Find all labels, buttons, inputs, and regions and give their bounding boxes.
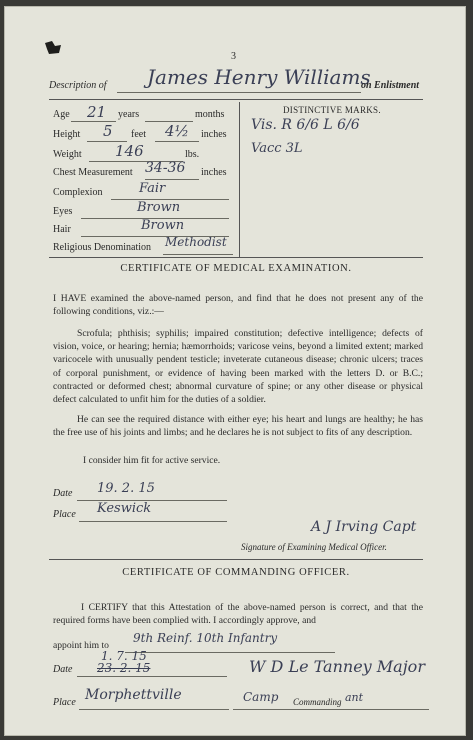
page-number: 3 (231, 51, 236, 62)
complexion-value: Fair (139, 181, 166, 196)
commanding-date-value: 1. 7. 15 (101, 649, 147, 663)
height-feet-value: 5 (103, 122, 113, 140)
commanding-place-value: Morphettville (85, 687, 182, 703)
hair-value: Brown (141, 218, 185, 233)
commanding-label: Commanding (293, 697, 342, 707)
medical-conditions: Scrofula; phthisis; syphilis; impaired constitution; defective intelligence; defects of vision, voice, or hearing; hernia; hæmorrhoids; varicose veins, beyond a limited extent; marked varicocele with unusually pendent testicle; inveterate cutaneous disease; chronic ulcers; traces of corporal punishment, or evidence of having been marked with the letters D. or B.C.; contracted or deformed chest; abnormal curvature of spine; or any other disease or physical defect calculated to unfit him for the duties of a soldier. (53, 328, 423, 406)
vision-note: Vis. R 6/6 L 6/6 (251, 117, 360, 133)
religion-label: Religious Denomination (53, 242, 152, 253)
medical-date-value: 19. 2. 15 (97, 481, 155, 496)
column-divider (239, 102, 240, 257)
medical-intro: I HAVE examined the above-named person, and find that he does not present any of the following conditions, viz.:— (53, 293, 423, 318)
distinctive-marks-title: DISTINCTIVE MARKS. (283, 105, 381, 115)
height-label: Height (53, 129, 81, 140)
camp-value: Camp (243, 690, 279, 704)
medical-fit: I consider him fit for active service. (83, 455, 221, 466)
recruit-name: James Henry Williams (147, 65, 371, 89)
commanding-suffix: ant (345, 691, 364, 704)
weight-label: Weight (53, 149, 82, 160)
appoint-value: 9th Reinf. 10th Infantry (133, 631, 278, 645)
religion-value: Methodist (165, 235, 227, 249)
chest-inches-label: inches (201, 167, 227, 178)
commanding-text: I CERTIFY that this Attestation of the above-named person is correct, and that the required forms have been complied with. I accordingly approve, and (53, 602, 423, 627)
commanding-date-struck: 23. 2. 15 (97, 661, 151, 675)
age-value: 21 (87, 103, 107, 121)
attestation-page (4, 6, 466, 736)
on-enlistment-label: on Enlistment (361, 80, 420, 91)
eyes-label: Eyes (53, 206, 73, 217)
medical-place-label: Place (53, 509, 76, 520)
inches-label: inches (201, 129, 227, 140)
medical-certificate-heading: CERTIFICATE OF MEDICAL EXAMINATION. (120, 263, 352, 274)
feet-label: feet (131, 129, 146, 140)
height-inches-value: 4½ (165, 122, 190, 140)
years-label: years (118, 109, 140, 120)
description-label: Description of (49, 80, 107, 91)
medical-place-value: Keswick (97, 501, 152, 516)
months-label: months (195, 109, 225, 120)
medical-date-label: Date (53, 488, 73, 499)
age-label: Age (53, 109, 70, 120)
commanding-certificate-heading: CERTIFICATE OF COMMANDING OFFICER. (122, 567, 350, 578)
medical-sight: He can see the required distance with either eye; his heart and lungs are healthy; he has the free use of his joints and limbs; and he declares he is not subject to fits of any description. (53, 414, 423, 439)
medical-signature-label: Signature of Examining Medical Officer. (241, 542, 387, 552)
commanding-place-label: Place (53, 697, 76, 708)
vaccination-note: Vacc 3L (251, 141, 303, 156)
commanding-date-label: Date (53, 664, 73, 675)
complexion-label: Complexion (53, 187, 103, 198)
torn-corner-icon (43, 41, 63, 55)
weight-value: 146 (115, 142, 144, 160)
medical-officer-signature: A J Irving Capt (311, 519, 417, 535)
commanding-officer-signature: W D Le Tanney Major (249, 657, 425, 676)
appoint-label: appoint him to (53, 640, 109, 651)
lbs-label: lbs. (185, 149, 200, 160)
chest-value: 34-36 (145, 160, 186, 176)
chest-label: Chest Measurement (53, 167, 133, 178)
hair-label: Hair (53, 224, 71, 235)
eyes-value: Brown (137, 200, 181, 215)
